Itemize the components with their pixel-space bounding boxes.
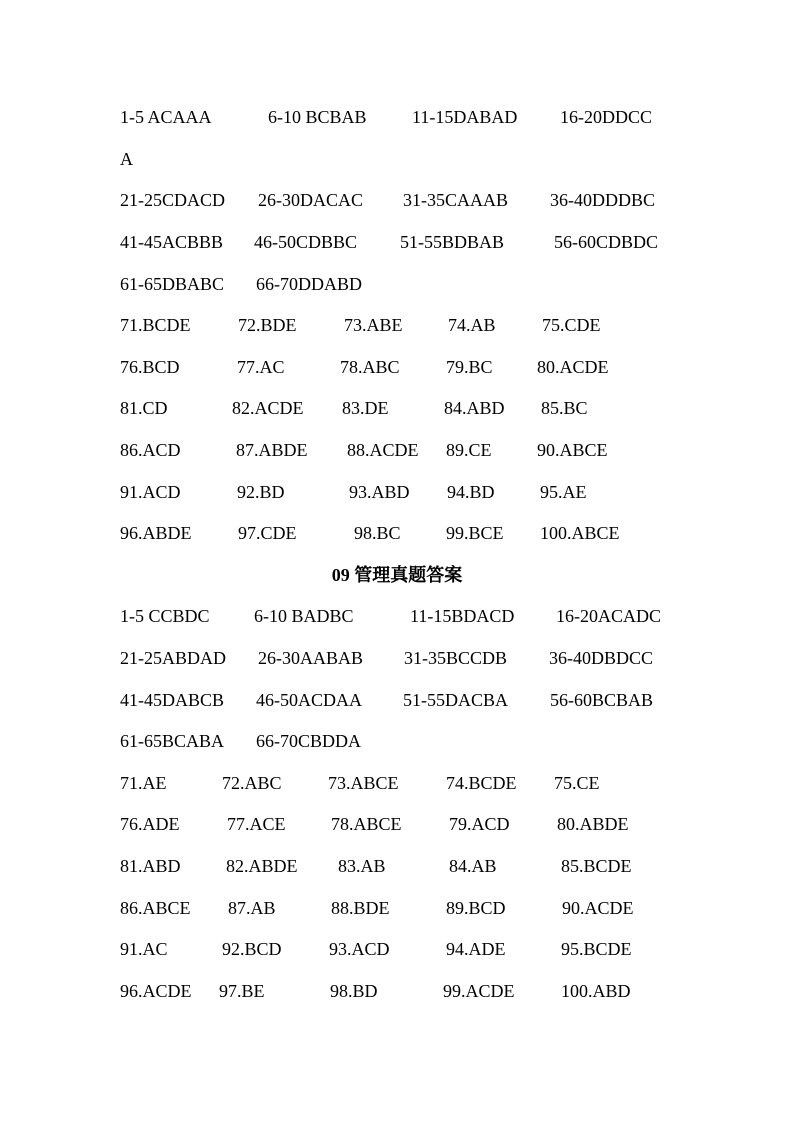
answer-cell: 89.CE [446,440,492,460]
answer-cell: 21-25ABDAD [120,648,226,668]
answer-cell: 77.ACE [227,814,286,834]
answer-cell: 41-45DABCB [120,690,225,710]
answer-cell: 66-70DDABD [256,274,362,294]
section-heading: 09 管理真题答案 [331,565,463,585]
answer-cell: 98.BD [330,981,378,1001]
answer-cell: 76.BCD [120,357,180,377]
answer-row [0,105,794,129]
answer-cell: 82.ACDE [232,398,304,418]
answer-row [0,147,794,171]
answer-cell: 82.ABDE [226,856,298,876]
answer-cell: 94.ADE [446,939,506,959]
answer-cell: 92.BCD [222,939,282,959]
answer-row [0,729,794,753]
answer-row [0,480,794,504]
answer-cell: 71.BCDE [120,315,191,335]
answer-cell: 86.ACD [120,440,181,460]
answer-cell: 80.ABDE [557,814,629,834]
answer-cell: 85.BC [541,398,588,418]
answer-cell: 21-25CDACD [120,190,226,210]
answer-cell: 88.ACDE [347,440,419,460]
answer-cell: 76.ADE [120,814,180,834]
answer-cell: 87.ABDE [236,440,308,460]
answer-row [0,688,794,712]
answer-cell: 26-30AABAB [258,648,364,668]
answer-cell: 36-40DBDCC [549,648,654,668]
answer-row [0,604,794,628]
answer-row [0,230,794,254]
answer-cell: 84.AB [449,856,497,876]
answer-cell: 77.AC [237,357,285,377]
answer-cell: 93.ABD [349,482,410,502]
answer-cell: 56-60CDBDC [554,232,659,252]
answer-cell: 16-20DDCC [560,107,653,127]
answer-cell: 89.BCD [446,898,506,918]
answer-cell: 92.BD [237,482,285,502]
answer-cell: 51-55DACBA [403,690,509,710]
answer-cell: 95.AE [540,482,587,502]
answer-row [0,521,794,545]
answer-cell: 81.ABD [120,856,181,876]
answer-cell: 87.AB [228,898,276,918]
answer-cell: 100.ABCE [540,523,620,543]
answer-cell: 72.ABC [222,773,282,793]
answer-cell: 86.ABCE [120,898,191,918]
answer-row [0,979,794,1003]
answer-cell: 74.BCDE [446,773,517,793]
answer-cell: 90.ACDE [562,898,634,918]
answer-cell: 96.ABDE [120,523,192,543]
answer-cell: 72.BDE [238,315,297,335]
answer-cell: 71.AE [120,773,167,793]
answer-row [0,812,794,836]
answer-row [0,188,794,212]
answer-cell: 95.BCDE [561,939,632,959]
answer-cell: 99.BCE [446,523,504,543]
answer-cell: 100.ABD [561,981,631,1001]
answer-cell: 91.ACD [120,482,181,502]
answer-cell: 91.AC [120,939,168,959]
answer-cell: 75.CDE [542,315,601,335]
answer-row [0,396,794,420]
answer-cell: 6-10 BADBC [254,606,354,626]
answer-row [0,896,794,920]
answer-cell: 31-35BCCDB [404,648,508,668]
answer-cell: 36-40DDDBC [550,190,656,210]
answer-cell: 46-50ACDAA [256,690,362,710]
answer-cell: 90.ABCE [537,440,608,460]
answer-row [0,937,794,961]
answer-cell: 66-70CBDDA [256,731,362,751]
answer-cell: 51-55BDBAB [400,232,505,252]
answer-cell: 1-5 ACAAA [120,107,212,127]
answer-row [0,355,794,379]
answer-cell: 84.ABD [444,398,505,418]
answer-cell: 80.ACDE [537,357,609,377]
answer-cell: 11-15BDACD [410,606,515,626]
answer-cell: 93.ACD [329,939,390,959]
answer-cell: 78.ABC [340,357,400,377]
answer-cell: 83.AB [338,856,386,876]
answer-cell: 56-60BCBAB [550,690,654,710]
answer-row [0,313,794,337]
answer-cell: 99.ACDE [443,981,515,1001]
answer-cell: 74.AB [448,315,496,335]
answer-cell: 6-10 BCBAB [268,107,367,127]
answer-cell: 97.CDE [238,523,297,543]
answer-cell: 73.ABE [344,315,403,335]
answer-row [0,646,794,670]
answer-cell: 75.CE [554,773,600,793]
answer-cell: 61-65BCABA [120,731,225,751]
answer-cell: 85.BCDE [561,856,632,876]
answer-cell: 98.BC [354,523,401,543]
answer-cell: 97.BE [219,981,265,1001]
answer-cell: 96.ACDE [120,981,192,1001]
answer-cell: 83.DE [342,398,389,418]
answer-cell: 1-5 CCBDC [120,606,210,626]
answer-cell: 31-35CAAAB [403,190,509,210]
answer-cell: 79.ACD [449,814,510,834]
answer-cell: A [120,149,133,169]
answer-cell: 73.ABCE [328,773,399,793]
answer-row [0,854,794,878]
answer-cell: 46-50CDBBC [254,232,358,252]
answer-cell: 94.BD [447,482,495,502]
answer-cell: 26-30DACAC [258,190,364,210]
answer-cell: 41-45ACBBB [120,232,224,252]
answer-cell: 11-15DABAD [412,107,518,127]
answer-cell: 78.ABCE [331,814,402,834]
answer-cell: 16-20ACADC [556,606,662,626]
answer-row [0,771,794,795]
answer-cell: 61-65DBABC [120,274,225,294]
answer-cell: 81.CD [120,398,168,418]
answer-cell: 79.BC [446,357,493,377]
answer-cell: 88.BDE [331,898,390,918]
answer-row [0,272,794,296]
answer-row [0,438,794,462]
